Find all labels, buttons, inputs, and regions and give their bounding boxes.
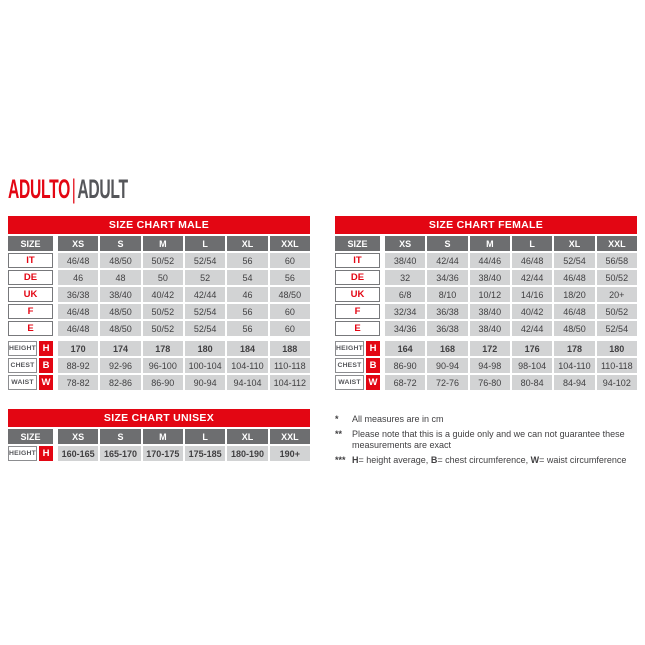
column-spacer xyxy=(55,446,56,461)
footnote-marker: * xyxy=(335,414,339,424)
size-cell: 56 xyxy=(227,321,267,336)
row-label-f: F xyxy=(8,304,53,319)
measure-cell: 170 xyxy=(58,341,98,356)
column-header-l: L xyxy=(185,236,225,251)
footnote-marker: *** xyxy=(335,454,346,465)
size-cell: 46/48 xyxy=(58,321,98,336)
row-label-it: IT xyxy=(8,253,53,268)
column-header-m: M xyxy=(143,429,183,444)
column-spacer xyxy=(55,375,56,390)
column-header-s: S xyxy=(427,236,467,251)
footnote-segment: Please note that this is a guide only and we can not guarantee these measurements are exact xyxy=(352,428,625,450)
size-cell: 54 xyxy=(227,270,267,285)
column-spacer xyxy=(55,341,56,356)
left-column xyxy=(8,216,310,466)
measure-cell: 178 xyxy=(143,341,183,356)
column-spacer xyxy=(55,429,56,444)
measure-label-height xyxy=(335,341,380,356)
column-header-xl: XL xyxy=(227,429,267,444)
size-cell: 42/44 xyxy=(427,253,467,268)
column-spacer xyxy=(382,287,383,302)
column-header-s: S xyxy=(100,429,140,444)
measure-cell: 98-104 xyxy=(512,358,552,373)
row-label-f: F xyxy=(335,304,380,319)
column-spacer xyxy=(382,358,383,373)
measure-cell: 175-185 xyxy=(185,446,225,461)
page-title xyxy=(8,176,128,203)
size-cell: 48/50 xyxy=(100,304,140,319)
measure-label-text: CHEST xyxy=(8,358,37,373)
section-gap xyxy=(8,338,310,339)
measure-label-text: CHEST xyxy=(335,358,364,373)
footnote-segment: = waist circumference xyxy=(539,454,627,465)
measure-cell: 165-170 xyxy=(100,446,140,461)
measure-cell: 174 xyxy=(100,341,140,356)
column-spacer xyxy=(55,358,56,373)
size-cell: 36/38 xyxy=(58,287,98,302)
measure-label-waist xyxy=(335,375,380,390)
column-spacer xyxy=(382,304,383,319)
measure-label-text: HEIGHT xyxy=(335,341,364,356)
size-chart-female-table xyxy=(335,216,637,390)
size-cell: 56 xyxy=(227,304,267,319)
size-cell: 48/50 xyxy=(100,321,140,336)
size-cell: 20+ xyxy=(597,287,637,302)
measure-cell: 168 xyxy=(427,341,467,356)
measure-badge-h: H xyxy=(39,446,53,461)
size-cell: 50/52 xyxy=(143,321,183,336)
row-label-uk: UK xyxy=(8,287,53,302)
page-title-primary: ADULTO xyxy=(8,174,71,204)
column-spacer xyxy=(382,270,383,285)
size-cell: 42/44 xyxy=(512,270,552,285)
column-header-xs: XS xyxy=(385,236,425,251)
size-cell: 48/50 xyxy=(554,321,594,336)
size-cell: 36/38 xyxy=(427,321,467,336)
measure-cell: 110-118 xyxy=(597,358,637,373)
column-header-xs: XS xyxy=(58,236,98,251)
size-cell: 38/40 xyxy=(100,287,140,302)
size-cell: 46 xyxy=(227,287,267,302)
measure-cell: 180 xyxy=(597,341,637,356)
column-header-size: SIZE xyxy=(8,236,53,251)
column-header-l: L xyxy=(185,429,225,444)
footnote-marker: ** xyxy=(335,428,343,439)
size-cell: 60 xyxy=(270,304,310,319)
size-cell: 10/12 xyxy=(470,287,510,302)
measure-badge-w: W xyxy=(39,375,53,390)
size-cell: 42/44 xyxy=(512,321,552,336)
size-cell: 38/40 xyxy=(470,321,510,336)
measure-cell: 160-165 xyxy=(58,446,98,461)
measure-cell: 90-94 xyxy=(185,375,225,390)
row-label-e: E xyxy=(335,321,380,336)
size-cell: 32 xyxy=(385,270,425,285)
size-cell: 42/44 xyxy=(185,287,225,302)
measure-cell: 176 xyxy=(512,341,552,356)
column-spacer xyxy=(55,287,56,302)
column-spacer xyxy=(382,236,383,251)
footnote-segment: All measures are in cm xyxy=(352,414,444,424)
section-gap xyxy=(335,338,637,339)
footnote-segment: W xyxy=(530,454,540,465)
measure-cell: 86-90 xyxy=(385,358,425,373)
column-spacer xyxy=(382,341,383,356)
size-cell: 46/48 xyxy=(58,253,98,268)
size-cell: 50/52 xyxy=(597,304,637,319)
size-cell: 52/54 xyxy=(185,321,225,336)
size-cell: 34/36 xyxy=(427,270,467,285)
measure-label-text: WAIST xyxy=(8,375,37,390)
column-header-xxl: XXL xyxy=(270,236,310,251)
size-cell: 46/48 xyxy=(554,304,594,319)
measure-badge-w: W xyxy=(366,375,380,390)
size-cell: 48/50 xyxy=(270,287,310,302)
size-cell: 60 xyxy=(270,253,310,268)
column-spacer xyxy=(382,375,383,390)
column-spacer xyxy=(55,321,56,336)
measure-cell: 104-112 xyxy=(270,375,310,390)
row-label-de: DE xyxy=(8,270,53,285)
size-cell: 32/34 xyxy=(385,304,425,319)
measure-cell: 104-110 xyxy=(227,358,267,373)
measure-label-height xyxy=(8,341,53,356)
column-spacer xyxy=(55,253,56,268)
size-cell: 50/52 xyxy=(597,270,637,285)
size-cell: 34/36 xyxy=(385,321,425,336)
measure-cell: 80-84 xyxy=(512,375,552,390)
female-table-title: SIZE CHART FEMALE xyxy=(335,216,637,234)
column-header-m: M xyxy=(143,236,183,251)
size-cell: 8/10 xyxy=(427,287,467,302)
page-title-separator: | xyxy=(71,174,76,204)
measure-cell: 188 xyxy=(270,341,310,356)
column-header-xl: XL xyxy=(554,236,594,251)
measure-badge-b: B xyxy=(39,358,53,373)
measure-label-text: WAIST xyxy=(335,375,364,390)
column-spacer xyxy=(382,321,383,336)
measure-cell: 84-94 xyxy=(554,375,594,390)
size-cell: 40/42 xyxy=(512,304,552,319)
size-cell: 46 xyxy=(58,270,98,285)
column-header-xxl: XXL xyxy=(270,429,310,444)
measure-cell: 86-90 xyxy=(143,375,183,390)
measure-cell: 68-72 xyxy=(385,375,425,390)
measure-cell: 190+ xyxy=(270,446,310,461)
measure-cell: 76-80 xyxy=(470,375,510,390)
footnote-text xyxy=(352,414,643,426)
size-cell: 52/54 xyxy=(554,253,594,268)
size-cell: 52/54 xyxy=(185,253,225,268)
column-spacer xyxy=(55,270,56,285)
column-header-xxl: XXL xyxy=(597,236,637,251)
column-header-m: M xyxy=(470,236,510,251)
size-cell: 44/46 xyxy=(470,253,510,268)
measure-label-text: HEIGHT xyxy=(8,341,37,356)
column-header-s: S xyxy=(100,236,140,251)
size-cell: 56 xyxy=(227,253,267,268)
measure-cell: 100-104 xyxy=(185,358,225,373)
measure-cell: 170-175 xyxy=(143,446,183,461)
measure-label-height xyxy=(8,446,53,461)
size-cell: 46/48 xyxy=(512,253,552,268)
row-label-e: E xyxy=(8,321,53,336)
size-cell: 14/16 xyxy=(512,287,552,302)
size-cell: 50/52 xyxy=(143,304,183,319)
measure-cell: 110-118 xyxy=(270,358,310,373)
size-cell: 48/50 xyxy=(100,253,140,268)
measure-label-waist xyxy=(8,375,53,390)
measure-cell: 88-92 xyxy=(58,358,98,373)
size-cell: 56/58 xyxy=(597,253,637,268)
measure-cell: 104-110 xyxy=(554,358,594,373)
measure-label-chest xyxy=(335,358,380,373)
measure-cell: 72-76 xyxy=(427,375,467,390)
measure-label-text: HEIGHT xyxy=(8,446,37,461)
size-cell: 60 xyxy=(270,321,310,336)
row-label-uk: UK xyxy=(335,287,380,302)
column-spacer xyxy=(55,304,56,319)
measure-badge-h: H xyxy=(39,341,53,356)
footnote-segment: = chest circumference, xyxy=(437,454,531,465)
measure-cell: 82-86 xyxy=(100,375,140,390)
column-header-xl: XL xyxy=(227,236,267,251)
footnote-segment: H xyxy=(352,454,359,465)
measure-cell: 94-102 xyxy=(597,375,637,390)
measure-cell: 164 xyxy=(385,341,425,356)
column-header-l: L xyxy=(512,236,552,251)
footnote-segment: = height average, xyxy=(358,454,431,465)
male-table-title: SIZE CHART MALE xyxy=(8,216,310,234)
column-spacer xyxy=(382,253,383,268)
right-column xyxy=(335,216,637,466)
page-title-secondary: ADULT xyxy=(77,174,128,204)
measure-cell: 180-190 xyxy=(227,446,267,461)
measure-badge-b: B xyxy=(366,358,380,373)
column-header-xs: XS xyxy=(58,429,98,444)
measure-cell: 94-98 xyxy=(470,358,510,373)
measure-cell: 180 xyxy=(185,341,225,356)
footnote-text xyxy=(352,455,643,467)
measure-cell: 178 xyxy=(554,341,594,356)
unisex-table-title: SIZE CHART UNISEX xyxy=(8,409,310,427)
size-cell: 40/42 xyxy=(143,287,183,302)
row-label-it: IT xyxy=(335,253,380,268)
size-cell: 38/40 xyxy=(470,270,510,285)
measure-cell: 90-94 xyxy=(427,358,467,373)
size-cell: 50 xyxy=(143,270,183,285)
content-area xyxy=(8,216,637,466)
size-cell: 38/40 xyxy=(385,253,425,268)
size-cell: 46/48 xyxy=(58,304,98,319)
measure-cell: 184 xyxy=(227,341,267,356)
size-cell: 52/54 xyxy=(597,321,637,336)
size-cell: 18/20 xyxy=(554,287,594,302)
size-cell: 38/40 xyxy=(470,304,510,319)
measure-cell: 78-82 xyxy=(58,375,98,390)
footnotes xyxy=(335,414,643,466)
column-header-size: SIZE xyxy=(8,429,53,444)
footnote-text xyxy=(352,429,643,452)
column-spacer xyxy=(55,236,56,251)
measure-cell: 94-104 xyxy=(227,375,267,390)
size-cell: 56 xyxy=(270,270,310,285)
size-cell: 36/38 xyxy=(427,304,467,319)
size-chart-unisex-table xyxy=(8,409,310,461)
size-cell: 52 xyxy=(185,270,225,285)
measure-badge-h: H xyxy=(366,341,380,356)
size-chart-male-table xyxy=(8,216,310,390)
measure-cell: 92-96 xyxy=(100,358,140,373)
measure-label-chest xyxy=(8,358,53,373)
column-header-size: SIZE xyxy=(335,236,380,251)
row-label-de: DE xyxy=(335,270,380,285)
size-cell: 6/8 xyxy=(385,287,425,302)
size-cell: 48 xyxy=(100,270,140,285)
size-cell: 46/48 xyxy=(554,270,594,285)
size-cell: 50/52 xyxy=(143,253,183,268)
size-cell: 52/54 xyxy=(185,304,225,319)
measure-cell: 172 xyxy=(470,341,510,356)
measure-cell: 96-100 xyxy=(143,358,183,373)
footnote-segment: B xyxy=(430,454,438,465)
